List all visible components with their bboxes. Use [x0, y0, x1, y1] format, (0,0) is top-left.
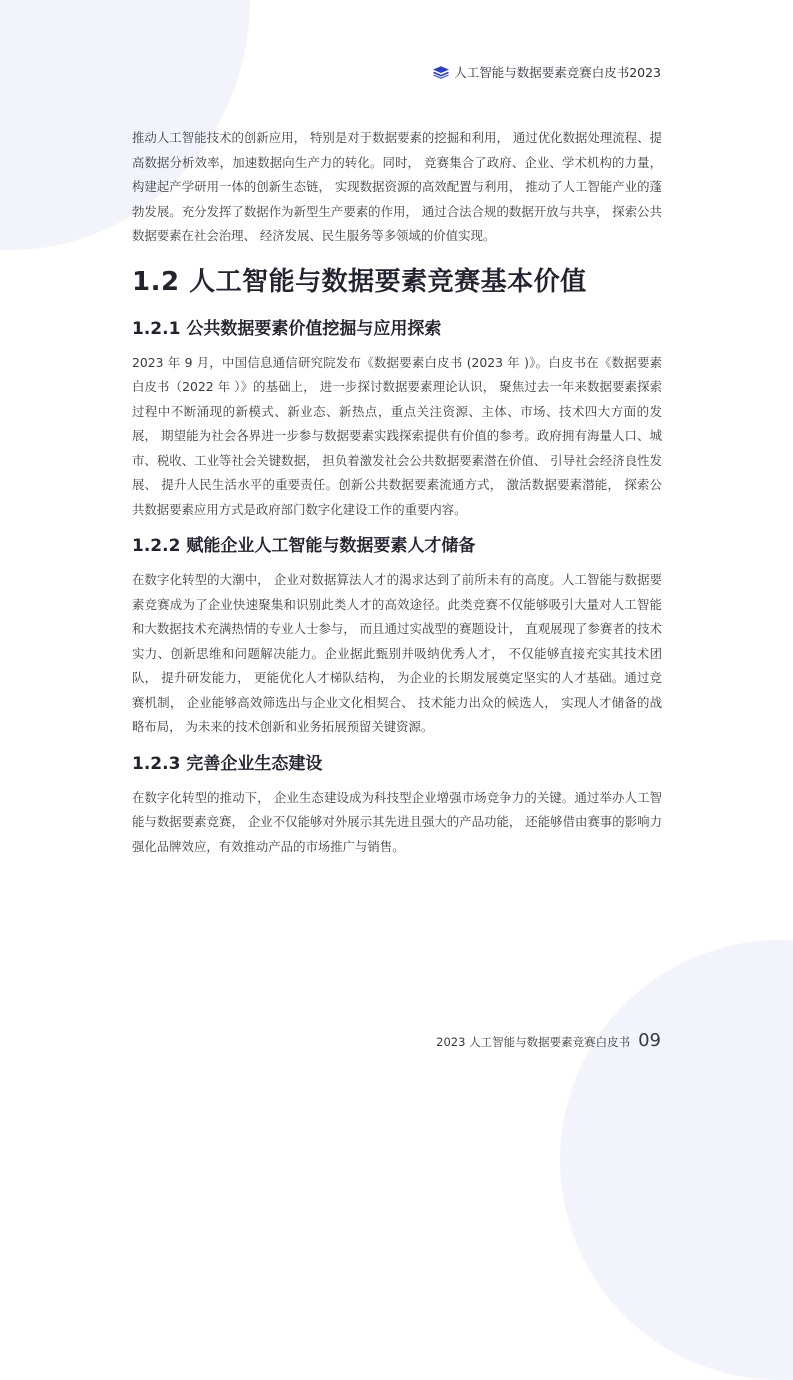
subsection-heading-1-2-1: 1.2.1 公共数据要素价值挖掘与应用探索: [132, 318, 442, 339]
subsection-paragraph-1-2-1: 2023 年 9 月，中国信息通信研究院发布《数据要素白皮书 (2023 年 )》。白皮书在《数据要素白皮书（2022 年 ）》的基础上， 进一步探讨数据要素理论认识， 聚焦过去一年来数据要素探索过程中不断涌现的新模式、新业态、新热点，重点关注资源、主体、市场、技术四大方面的发展， 期望能为社会各界进一步参与数据要素实践探索提供有价值的参考。政府拥有海量人口、城市、税收、工业等社会关键数据， 担负着激发社会公共数据要素潜在价值、 引导社会经济良性发展、 提升人民生活水平的重要责任。创新公共数据要素流通方式， 激活数据要素潜能， 探索公共数据要素应用方式是政府部门数字化建设工作的重要内容。: [132, 354, 662, 517]
page-number: 09: [638, 1030, 661, 1051]
layers-icon: [432, 65, 450, 79]
background-circle-bottom-right: [560, 940, 793, 1380]
subsection-heading-1-2-3: 1.2.3 完善企业生态建设: [132, 753, 323, 774]
footer-title: 2023 人工智能与数据要素竞赛白皮书: [436, 1035, 631, 1049]
subsection-heading-1-2-2: 1.2.2 赋能企业人工智能与数据要素人才储备: [132, 536, 476, 556]
page-content: [132, 126, 662, 859]
page-footer: [436, 1030, 661, 1051]
intro-paragraph: 推动人工智能技术的创新应用， 特别是对于数据要素的挖掘和利用， 通过优化数据处理流程、提高数据分析效率，加速数据向生产力的转化。同时， 竞赛集合了政府、企业、学术机构的力量， 构建起产学研用一体的创新生态链， 实现数据资源的高效配置与利用， 推动了人工智能产业的蓬勃发展。充分发挥了数据作为新型生产要素的作用， 通过合法合规的数据开放与共享， 探索公共数据要素在社会治理、 经济发展、民生服务等多领域的价值实现。: [132, 130, 662, 243]
running-header: [432, 63, 661, 81]
subsection-paragraph-1-2-3: 在数字化转型的推动下， 企业生态建设成为科技型企业增强市场竞争力的关键。通过举办人工智能与数据要素竞赛， 企业不仅能够对外展示其先进且强大的产品功能， 还能够借由赛事的影响力强化品牌效应，有效推动产品的市场推广与销售。: [132, 789, 662, 854]
section-heading: 1.2 人工智能与数据要素竞赛基本价值: [132, 266, 587, 297]
header-title: 人工智能与数据要素竞赛白皮书2023: [454, 65, 661, 80]
subsection-paragraph-1-2-2: 在数字化转型的大潮中， 企业对数据算法人才的渴求达到了前所未有的高度。人工智能与数据要素竞赛成为了企业快速聚集和识别此类人才的高效途径。此类竞赛不仅能够吸引大量对人工智能和大数据技术充满热情的专业人士参与， 而且通过实战型的赛题设计， 直观展现了参赛者的技术实力、创新思维和问题解决能力。企业据此甄别并吸纳优秀人才， 不仅能够直接充实其技术团队， 提升研发能力， 更能优化人才梯队结构， 为企业的长期发展奠定坚实的人才基础。通过竞赛机制， 企业能够高效筛选出与企业文化相契合、 技术能力出众的候选人， 实现人才储备的战略布局， 为未来的技术创新和业务拓展预留关键资源。: [132, 572, 662, 734]
